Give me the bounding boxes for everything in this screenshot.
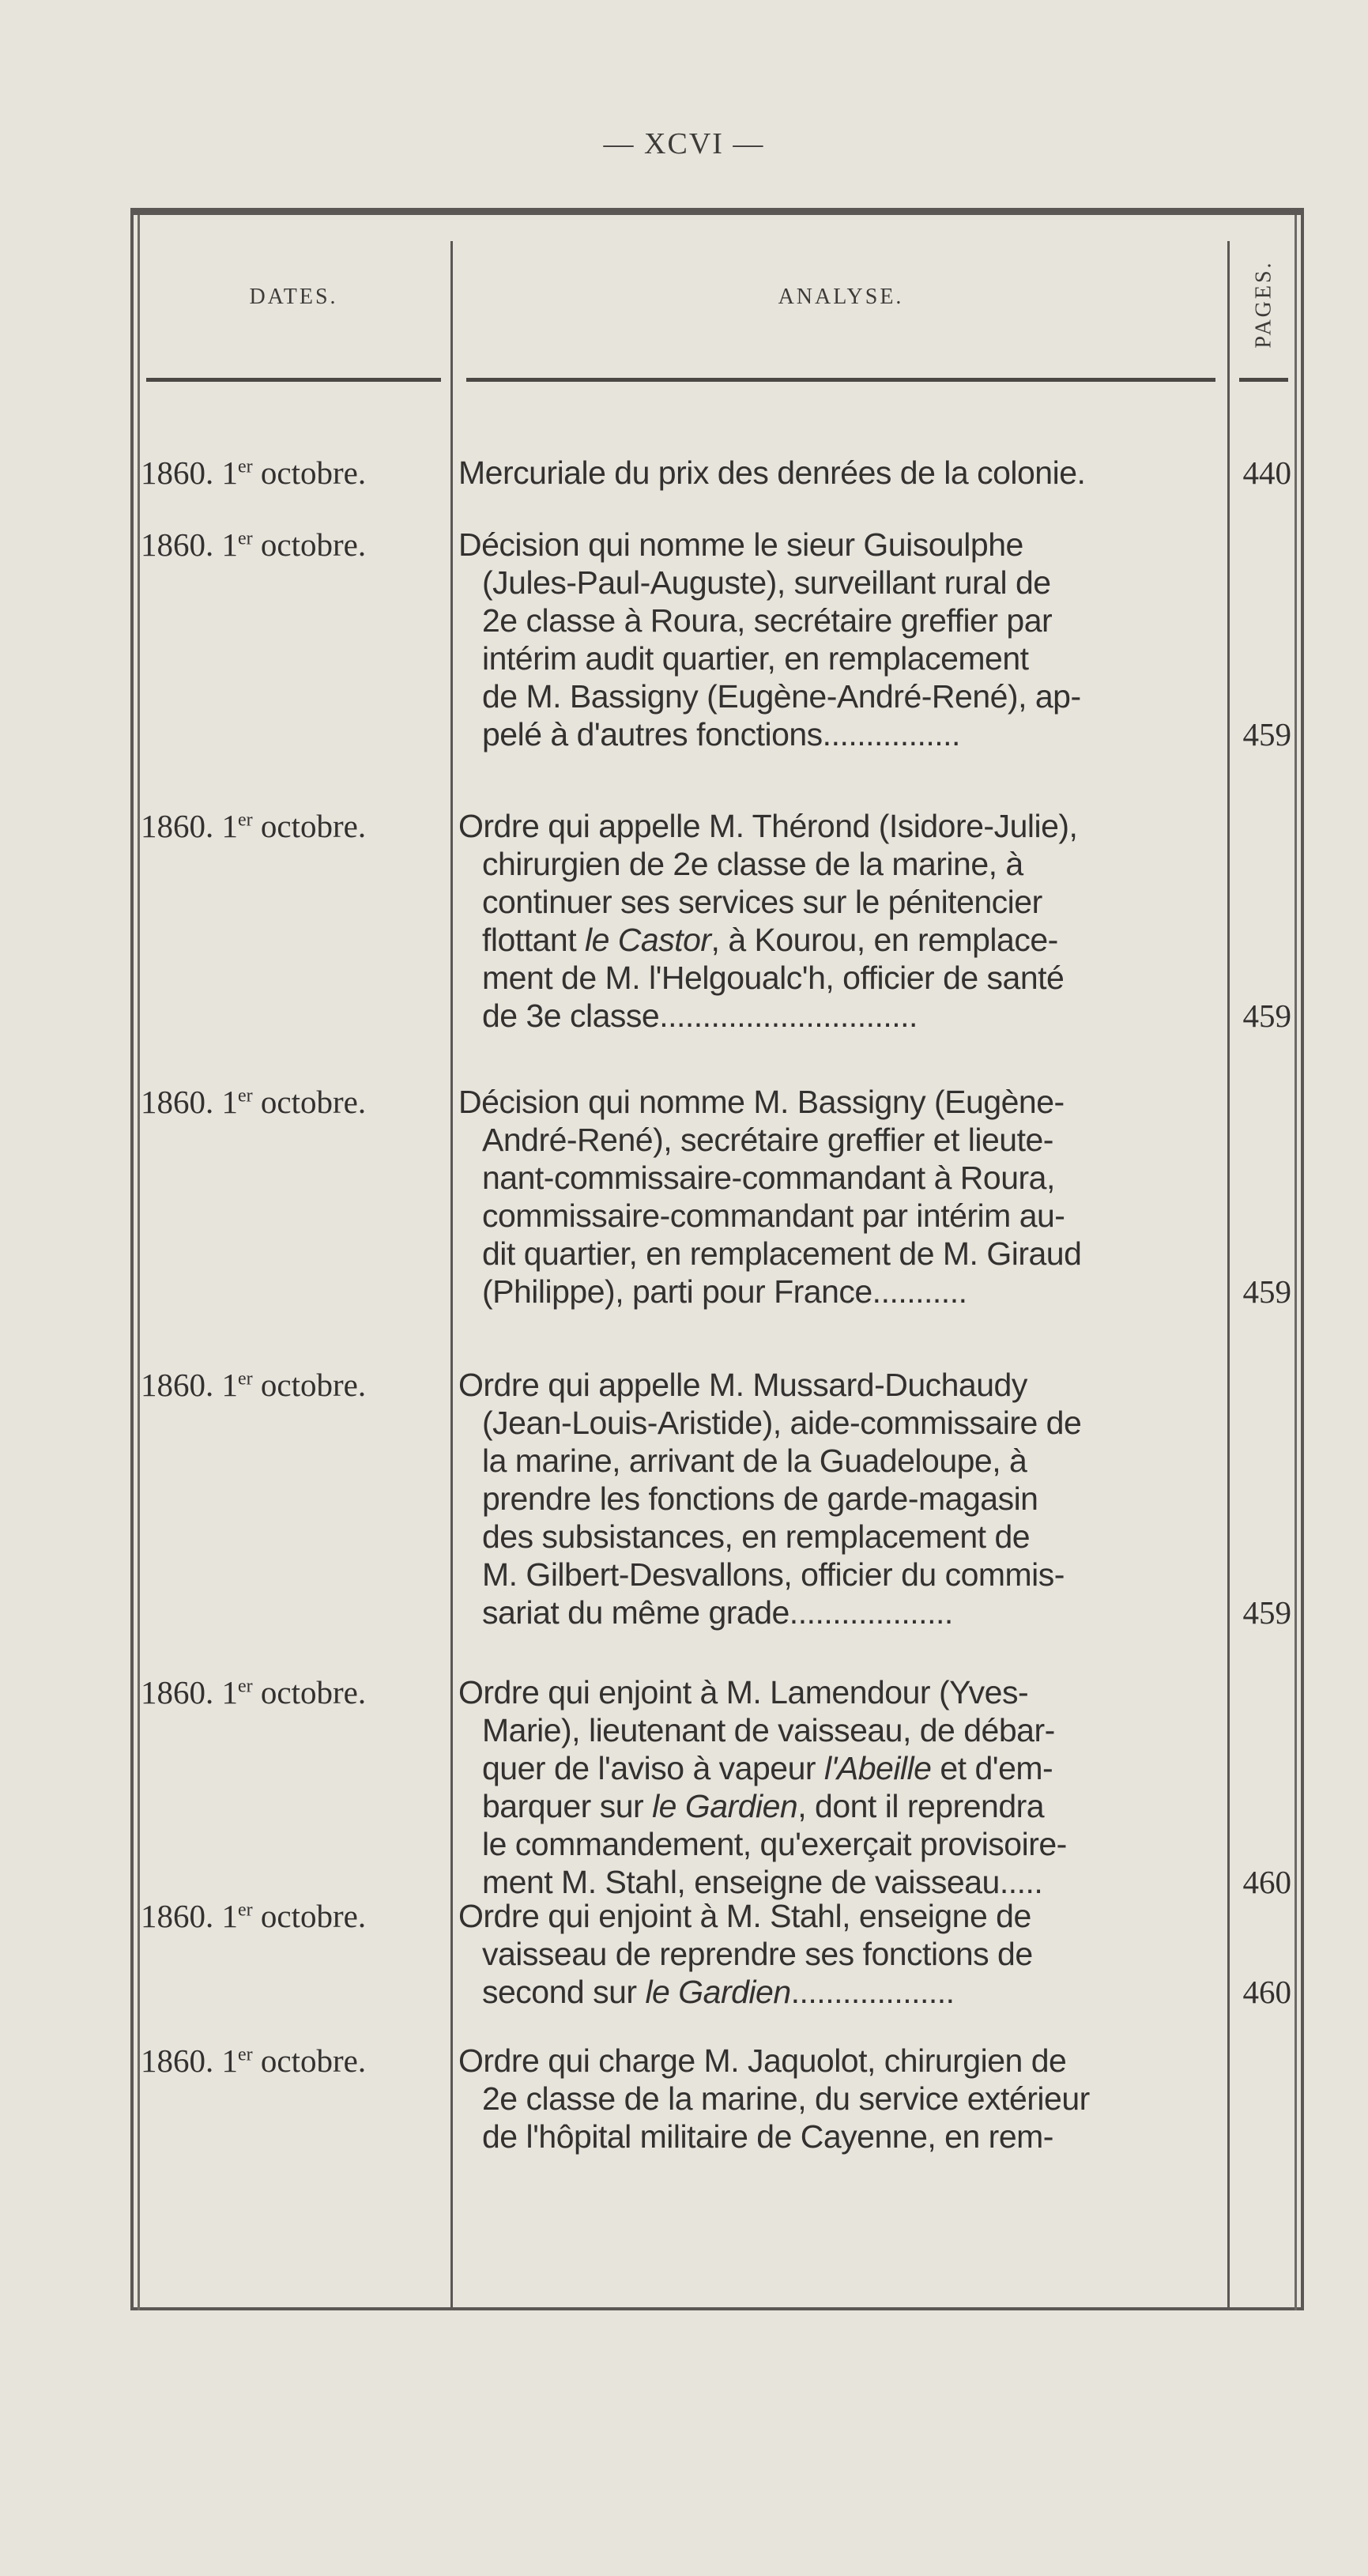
entry-analysis-line: Marie), lieutenant de vaisseau, de débar- [482,1712,1055,1748]
entry-analysis-line: intérim audit quartier, en remplacement [482,640,1029,677]
entry-analysis-line: 2e classe à Roura, secrétaire greffier par [482,602,1053,639]
entry-date-year: 1860. 1 [141,1674,238,1710]
entry-analysis-line: continuer ses services sur le pénitencier [482,884,1042,920]
entry-date-year: 1860. 1 [141,2042,238,2079]
entry-date-month: octobre. [252,526,367,563]
entry-date-month: octobre. [252,1367,367,1403]
entry-date-ordinal: er [238,809,253,831]
pages-column-header [1237,229,1292,379]
entry-analysis-line: Ordre qui appelle M. Mussard-Duchaudy [458,1367,1027,1403]
entry-date [141,526,437,564]
entry-date-month: octobre. [252,808,367,844]
table-inner-right-rule [1295,215,1297,2310]
entry-date-month: octobre. [252,1674,367,1710]
entry-analysis-line: M. Gilbert-Desvallons, officier du commis- [482,1556,1065,1593]
entry-analysis-line: de l'hôpital militaire de Cayenne, en rem- [482,2118,1053,2155]
analyse-column-header: ANALYSE. [778,285,904,309]
entry-analysis-line: Décision qui nomme le sieur Guisoulphe [458,526,1023,563]
entry-analysis-line: nant-commissaire-commandant à Roura, [482,1160,1055,1196]
dates-header-rule [146,378,441,382]
entry-analysis-line: Ordre qui appelle M. Thérond (Isidore-Julie), [458,808,1078,844]
entry-analysis [458,454,1217,492]
entry-analysis [458,807,1217,1035]
pages-column-header-label: PAGES. [1252,260,1276,349]
entry-date [141,1673,437,1711]
entry-page-number: 459 [1242,1273,1291,1310]
table-inner-left-rule [138,215,140,2310]
entry-analysis-line: quer de l'aviso à vapeur l'Abeille et d'em- [482,1750,1053,1786]
entry-analysis-line: (Jules-Paul-Auguste), surveillant rural de [482,564,1051,601]
entry-analysis-line: barquer sur le Gardien, dont il reprendra [482,1788,1045,1824]
entry-analysis [458,1366,1217,1631]
entry-date-ordinal: er [238,1085,253,1107]
entry-analysis-line: sariat du même grade................... [482,1594,953,1631]
entry-analysis-line: (Jean-Louis-Aristide), aide-commissaire de [482,1405,1082,1441]
entry-analysis-line: (Philippe), parti pour France........... [482,1273,967,1310]
entry-date-year: 1860. 1 [141,1367,238,1403]
entry-page-number: 460 [1242,1974,1291,2010]
entry-date-year: 1860. 1 [141,526,238,563]
entry-date [141,1366,437,1404]
entry-analysis [458,1673,1217,1901]
entry-date [141,1083,437,1121]
entry-analysis-line: Ordre qui enjoint à M. Stahl, enseigne de [458,1898,1031,1934]
entry-analysis [458,526,1217,753]
entry-analysis-line: 2e classe de la marine, du service extérieur [482,2080,1090,2117]
entry-page-number: 440 [1242,454,1291,491]
entry-page-number: 459 [1242,716,1291,752]
entry-analysis-line: chirurgien de 2e classe de la marine, à [482,846,1023,882]
entry-date-year: 1860. 1 [141,1084,238,1120]
entry-analysis-line: flottant le Castor, à Kourou, en remplace- [482,922,1058,958]
entry-analysis-line: ment M. Stahl, enseigne de vaisseau..... [482,1864,1043,1900]
entry-date [141,807,437,845]
entry-date-year: 1860. 1 [141,808,238,844]
entry-analysis-line: dit quartier, en remplacement de M. Giraud [482,1235,1082,1272]
page-header: — XCVI — [603,127,765,160]
entry-analysis-line: vaisseau de reprendre ses fonctions de [482,1936,1033,1972]
entry-analysis-line: ment de M. l'Helgoualc'h, officier de santé [482,960,1065,996]
entry-date-year: 1860. 1 [141,454,238,491]
entry-analysis-line: prendre les fonctions de garde-magasin [482,1480,1038,1517]
entry-analysis-line: de M. Bassigny (Eugène-André-René), ap- [482,678,1081,715]
entry-analysis-line: second sur le Gardien................... [482,1974,955,2010]
entry-analysis-line: Ordre qui charge M. Jaquolot, chirurgien de [458,2042,1067,2079]
entry-analysis [458,1083,1217,1311]
analyse-header-rule [466,378,1215,382]
entry-date-year: 1860. 1 [141,1898,238,1934]
entry-analysis-line: de 3e classe.............................. [482,998,918,1034]
analyse-column-separator [1227,241,1230,2310]
entry-analysis-line: des subsistances, en remplacement de [482,1518,1031,1555]
dates-column-header: DATES. [249,285,338,309]
entry-page-number: 459 [1242,1594,1291,1631]
entry-analysis [458,1897,1217,2011]
entry-analysis-line: commissaire-commandant par intérim au- [482,1197,1065,1234]
entry-date-month: octobre. [252,1898,367,1934]
entry-analysis-line: Décision qui nomme M. Bassigny (Eugène- [458,1084,1065,1120]
entry-analysis-line: Mercuriale du prix des denrées de la colonie. [458,454,1086,491]
entry-date-ordinal: er [238,528,253,549]
entry-date-ordinal: er [238,2044,253,2065]
entry-date-ordinal: er [238,1899,253,1921]
entry-date [141,2042,437,2080]
dates-column-separator [450,241,453,2310]
entry-date-month: octobre. [252,2042,367,2079]
entry-analysis-line: pelé à d'autres fonctions................ [482,716,960,752]
entry-date-month: octobre. [252,1084,367,1120]
entry-analysis-line: André-René), secrétaire greffier et lieute- [482,1122,1053,1158]
entry-analysis-line: Ordre qui enjoint à M. Lamendour (Yves- [458,1674,1029,1710]
entry-analysis-line: la marine, arrivant de la Guadeloupe, à [482,1443,1027,1479]
entry-analysis [458,2042,1217,2155]
entry-page-number: 460 [1242,1864,1291,1900]
entry-date [141,454,437,492]
entry-date [141,1897,437,1935]
entry-page-number: 459 [1242,998,1291,1034]
entry-date-month: octobre. [252,454,367,491]
entry-date-ordinal: er [238,1676,253,1697]
entry-date-ordinal: er [238,1368,253,1390]
entry-analysis-line: le commandement, qu'exerçait provisoire- [482,1826,1067,1862]
entry-date-ordinal: er [238,456,253,477]
